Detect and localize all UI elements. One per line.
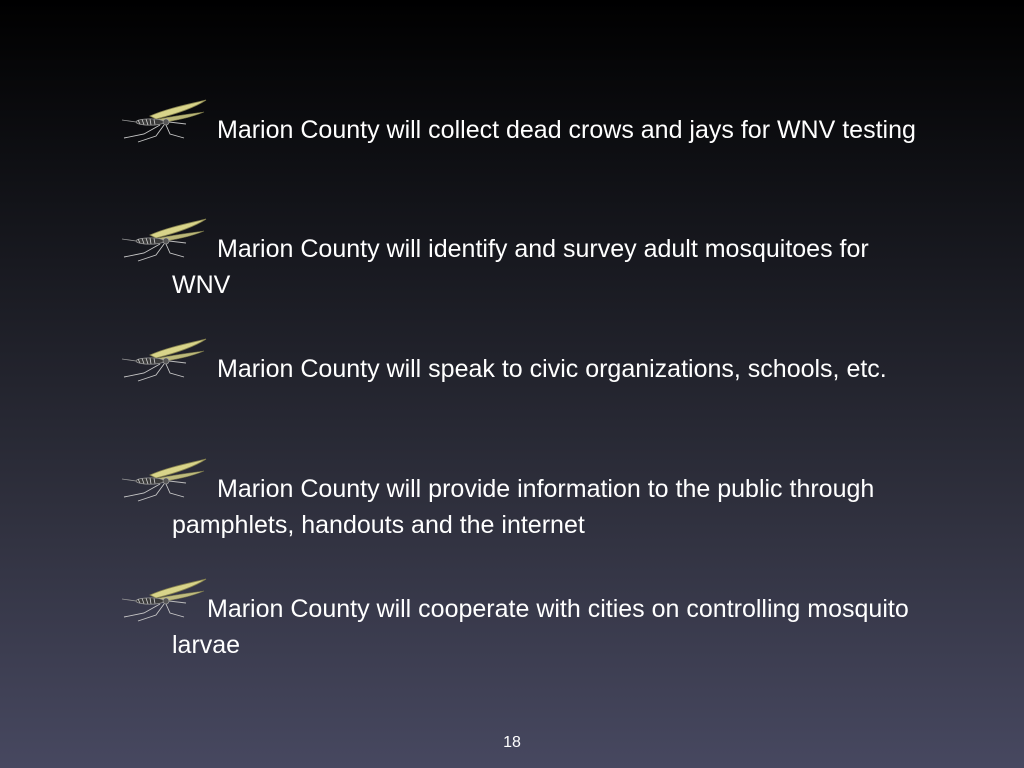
mosquito-icon bbox=[120, 577, 210, 623]
mosquito-icon bbox=[120, 457, 210, 503]
bullet-item bbox=[120, 471, 920, 543]
page-number: 18 bbox=[503, 734, 521, 751]
mosquito-icon bbox=[120, 337, 210, 383]
bullet-item bbox=[120, 351, 920, 387]
mosquito-icon bbox=[120, 217, 210, 263]
mosquito-icon bbox=[120, 98, 210, 144]
bullet-item bbox=[120, 112, 920, 148]
bullet-text: Marion County will speak to civic organizations, schools, etc. bbox=[217, 355, 887, 383]
bullet-text: Marion County will provide information to the public through pamphlets, handouts and the internet bbox=[172, 475, 875, 539]
bullet-text: Marion County will collect dead crows and jays for WNV testing bbox=[217, 116, 916, 144]
bullet-text: Marion County will identify and survey adult mosquitoes for WNV bbox=[172, 235, 869, 299]
bullet-item bbox=[120, 591, 920, 663]
bullet-text: Marion County will cooperate with cities on controlling mosquito larvae bbox=[172, 595, 909, 659]
bullet-item bbox=[120, 231, 920, 303]
